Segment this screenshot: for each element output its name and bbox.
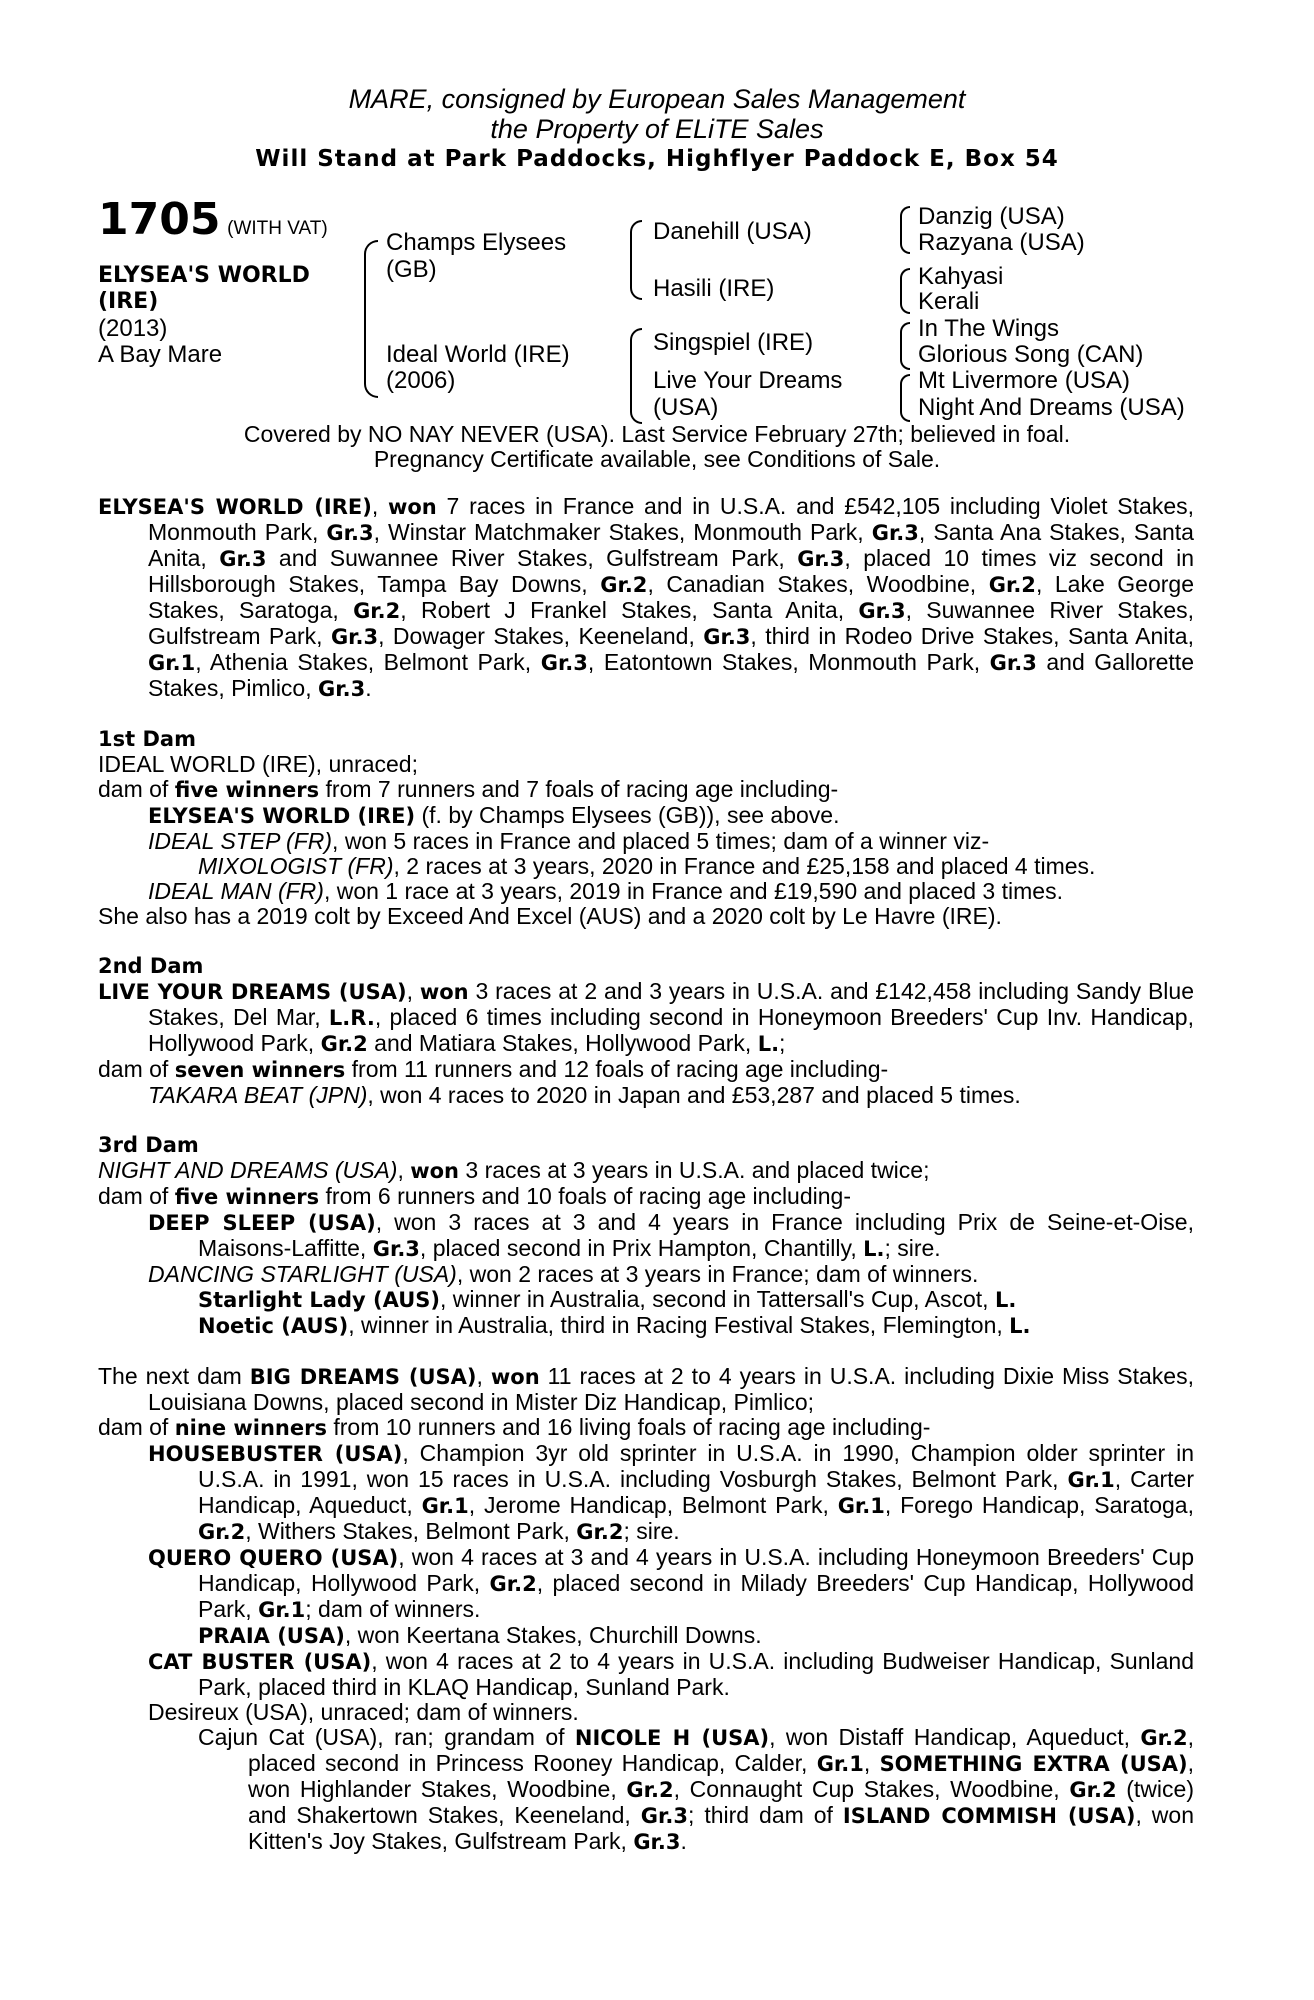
header-title: MARE, consigned by European Sales Management xyxy=(348,84,966,114)
third-dam-produce-2-2: Noetic (AUS), winner in Australia, third in Racing Festival Stakes, Flemington, L. xyxy=(198,1312,1031,1338)
ssd: Razyana (USA) xyxy=(918,229,1085,256)
third-dam-record: NIGHT AND DREAMS (USA), won 3 races at 3 years in U.S.A. and placed twice; xyxy=(98,1157,930,1183)
horse-year: (2013) xyxy=(98,315,168,342)
first-dam-note: She also has a 2019 colt by Exceed And Excel (AUS) and a 2020 colt by Le Havre (IRE). xyxy=(98,903,1002,929)
lot-number-line xyxy=(98,194,328,245)
stand-location: Will Stand at Park Paddocks, Highflyer Paddock E, Box 54 xyxy=(255,146,1059,172)
produce-2-1: MIXOLOGIST (FR), 2 races at 3 years, 2020 in France and £25,158 and placed 4 times. xyxy=(198,853,1096,879)
third-dam-produce-1: DEEP SLEEP (USA), won 3 races at 3 and 4 years in France including Prix de Seine-et-Oise, Maisons-Laffitte, Gr.3, placed second in Prix Hampton, Chantilly, L.; sire. xyxy=(148,1209,1194,1261)
next-dam-produce-3: CAT BUSTER (USA), won 4 races at 2 to 4 years in U.S.A. including Budweiser Handicap, Sunland Park, placed third in KLAQ Handicap, Sunland Park. xyxy=(148,1648,1194,1700)
third-dam-heading: 3rd Dam xyxy=(98,1133,199,1157)
pedigree-brace-3a xyxy=(900,206,910,254)
catalogue-body xyxy=(98,494,1194,1855)
header-subtitle: the Property of ELiTE Sales xyxy=(490,114,824,144)
dsd: Glorious Song (CAN) xyxy=(918,341,1144,368)
second-dam-produce-1: TAKARA BEAT (JPN), won 4 races to 2020 in Japan and £53,287 and placed 5 times. xyxy=(148,1082,1021,1108)
first-dam-produce: dam of five winners from 7 runners and 7 foals of racing age including- xyxy=(98,776,839,802)
ddd: Night And Dreams (USA) xyxy=(918,394,1185,421)
produce-1: ELYSEA'S WORLD (IRE) (f. by Champs Elysees (GB)), see above. xyxy=(148,802,840,828)
next-dam-record: The next dam BIG DREAMS (USA), won 11 races at 2 to 4 years in U.S.A. including Dixie Miss Stakes, Louisiana Downs, placed second in Mister Diz Handicap, Pimlico; xyxy=(98,1363,1194,1415)
dam-sire: Singspiel (IRE) xyxy=(653,329,814,356)
second-dam-produce: dam of seven winners from 11 runners and 12 foals of racing age including- xyxy=(98,1056,889,1082)
third-dam-produce-2: DANCING STARLIGHT (USA), won 2 races at 3 years in France; dam of winners. xyxy=(148,1261,979,1287)
sss: Danzig (USA) xyxy=(918,203,1065,230)
first-dam-line: IDEAL WORLD (IRE), unraced; xyxy=(98,751,418,777)
vat-label: (WITH VAT) xyxy=(227,218,328,239)
sdd: Kerali xyxy=(918,288,980,315)
next-dam-produce-2: QUERO QUERO (USA), won 4 races at 3 and 4 years in U.S.A. including Honeymoon Breeders' Cup Handicap, Hollywood Park, Gr.2, placed second in Milady Breeders' Cup Handicap, Hollywood Park, Gr.1; dam of winners. xyxy=(148,1544,1194,1622)
dam-dam-origin: (USA) xyxy=(653,394,719,421)
pedigree-brace-3d xyxy=(900,374,910,422)
second-dam-heading: 2nd Dam xyxy=(98,954,204,978)
next-dam-produce-1: HOUSEBUSTER (USA), Champion 3yr old sprinter in U.S.A. in 1990, Champion older sprinter in U.S.A. in 1991, won 15 races in U.S.A. including Vosburgh Stakes, Belmont Park, Gr.1, Carter Handicap, Aqueduct, Gr.1, Jerome Handicap, Belmont Park, Gr.1, Forego Handicap, Saratoga, Gr.2, Withers Stakes, Belmont Park, Gr.2; sire. xyxy=(148,1440,1195,1544)
next-dam-produce-2-1: PRAIA (USA), won Keertana Stakes, Churchill Downs. xyxy=(198,1622,762,1648)
sire-origin: (GB) xyxy=(386,256,437,283)
dam-dam-name: Live Your Dreams xyxy=(653,367,843,394)
pedigree-brace-2b xyxy=(630,328,642,424)
dss: In The Wings xyxy=(918,315,1059,342)
horse-name-bold: ELYSEA'S WORLD (IRE) xyxy=(98,495,372,519)
next-dam-produce-4: Desireux (USA), unraced; dam of winners. xyxy=(148,1699,579,1725)
second-dam-record: LIVE YOUR DREAMS (USA), won 3 races at 2 and 3 years in U.S.A. and £142,458 including Sandy Blue Stakes, Del Mar, L.R., placed 6 times including second in Honeymoon Breeders' Cup Inv. Handicap, Hollywood Park, Gr.2 and Matiara Stakes, Hollywood Park, L.; xyxy=(98,978,1194,1056)
third-dam-produce-2-1: Starlight Lady (AUS), winner in Australia, second in Tattersall's Cup, Ascot, L. xyxy=(198,1286,1017,1312)
horse-name-line2: (IRE) xyxy=(98,289,159,314)
sire-dam: Hasili (IRE) xyxy=(653,275,775,302)
third-dam-produce: dam of five winners from 6 runners and 10 foals of racing age including- xyxy=(98,1183,851,1209)
sire-name: Champs Elysees xyxy=(386,229,567,256)
produce-2: IDEAL STEP (FR), won 5 races in France and placed 5 times; dam of a winner viz- xyxy=(148,828,990,854)
first-dam-heading: 1st Dam xyxy=(98,727,196,751)
pregnancy-line: Pregnancy Certificate available, see Conditions of Sale. xyxy=(373,446,941,472)
horse-record: ELYSEA'S WORLD (IRE), won 7 races in France and in U.S.A. and £542,105 including Violet Stakes, Monmouth Park, Gr.3, Winstar Matchmaker Stakes, Monmouth Park, Gr.3, Santa Ana Stakes, Santa Anita, Gr.3 and Suwannee River Stakes, Gulfstream Park, Gr.3, placed 10 times viz second in Hillsborough Stakes, Tampa Bay Downs, Gr.2, Canadian Stakes, Woodbine, Gr.2, Lake George Stakes, Saratoga, Gr.2, Robert J Frankel Stakes, Santa Anita, Gr.3, Suwannee River Stakes, Gulfstream Park, Gr.3, Dowager Stakes, Keeneland, Gr.3, third in Rodeo Drive Stakes, Santa Anita, Gr.1, Athenia Stakes, Belmont Park, Gr.3, Eatontown Stakes, Monmouth Park, Gr.3 and Gallorette Stakes, Pimlico, Gr.3. xyxy=(98,493,1195,701)
covered-line: Covered by NO NAY NEVER (USA). Last Service February 27th; believed in foal. xyxy=(243,421,1071,447)
dds: Mt Livermore (USA) xyxy=(918,367,1131,394)
next-dam-produce-4-1: Cajun Cat (USA), ran; grandam of NICOLE H (USA), won Distaff Handicap, Aqueduct, Gr.2, placed second in Princess Rooney Handicap, Calder, Gr.1, SOMETHING EXTRA (USA), won Highlander Stakes, Woodbine, Gr.2, Connaught Cup Stakes, Woodbine, Gr.2 (twice) and Shakertown Stakes, Keeneland, Gr.3; third dam of ISLAND COMMISH (USA), won Kitten's Joy Stakes, Gulfstream Park, Gr.3. xyxy=(198,1724,1194,1854)
horse-description: A Bay Mare xyxy=(98,341,223,368)
horse-name-line1: ELYSEA'S WORLD xyxy=(98,263,310,288)
produce-3: IDEAL MAN (FR), won 1 race at 3 years, 2019 in France and £19,590 and placed 3 times. xyxy=(148,878,1063,904)
dam-name: Ideal World (IRE) xyxy=(386,341,570,368)
pedigree-brace-3b xyxy=(900,268,910,314)
pedigree-brace-2a xyxy=(630,220,642,300)
lot-number: 1705 xyxy=(98,194,221,245)
next-dam-produce: dam of nine winners from 10 runners and 16 living foals of racing age including- xyxy=(98,1414,931,1440)
sds: Kahyasi xyxy=(918,263,1004,290)
sire-sire: Danehill (USA) xyxy=(653,218,812,245)
won-label: won xyxy=(387,495,437,519)
dam-year: (2006) xyxy=(386,367,456,394)
pedigree-brace-3c xyxy=(900,322,910,370)
pedigree-brace-1 xyxy=(364,240,378,398)
